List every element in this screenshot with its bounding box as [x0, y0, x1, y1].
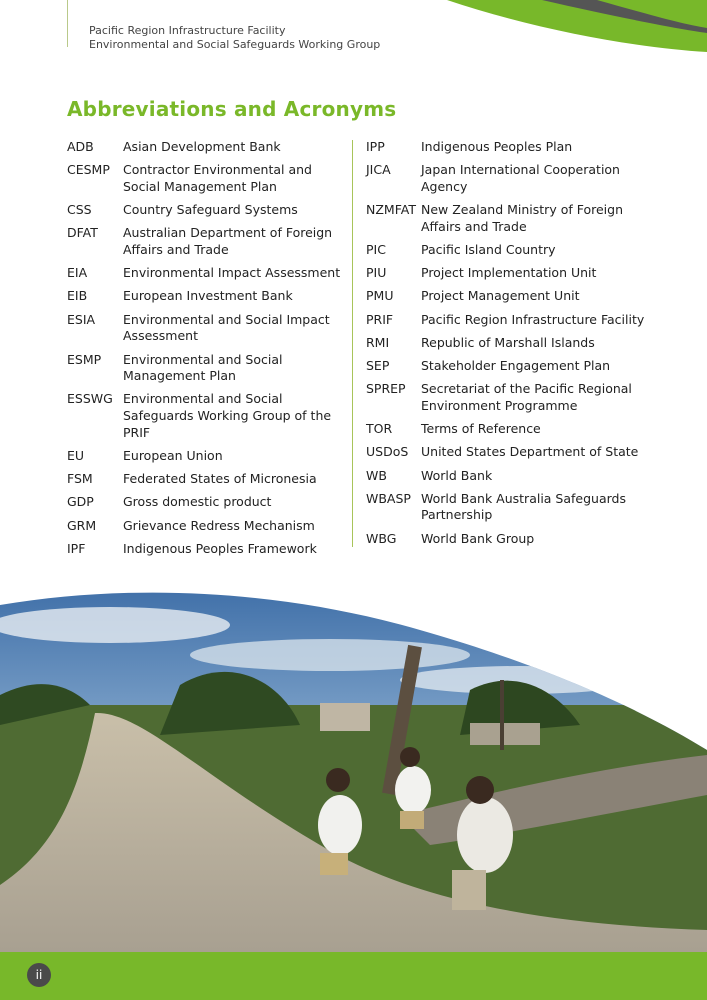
acronym-term: SEP: [366, 358, 390, 374]
acronym-term: EIA: [67, 265, 88, 281]
acronym-definition: Japan International Cooperation Agency: [421, 162, 620, 194]
acronym-term: PIU: [366, 265, 387, 281]
header-line-2: Environmental and Social Safeguards Working Group: [89, 38, 381, 51]
acronym-definition: New Zealand Ministry of Foreign Affairs and Trade: [421, 202, 623, 234]
acronym-row: [67, 139, 352, 156]
acronym-row: [67, 162, 352, 195]
acronym-term: GRM: [67, 517, 97, 533]
acronym-row: [67, 518, 352, 535]
acronym-row: [67, 448, 352, 465]
acronym-term: DFAT: [67, 225, 98, 241]
acronym-definition: World Bank Australia Safeguards Partnership: [421, 490, 626, 523]
acronym-definition: Project Implementation Unit: [421, 265, 597, 281]
acronym-definition: European Union: [123, 448, 223, 464]
acronym-row: [67, 225, 352, 258]
acronym-row: [366, 265, 666, 282]
acronym-row: [366, 381, 666, 414]
acronym-definition: Contractor Environmental and Social Management Plan: [123, 162, 312, 194]
acronym-term: GDP: [67, 494, 94, 510]
acronym-row: [366, 358, 666, 375]
acronym-term: WBASP: [366, 490, 411, 506]
acronym-term: WB: [366, 467, 387, 483]
acronym-definition: Asian Development Bank: [123, 139, 281, 154]
acronym-term: PMU: [366, 288, 394, 304]
page-number-badge: ii: [27, 963, 51, 987]
header-rule: [67, 0, 68, 47]
footer-bar: [0, 952, 707, 1000]
acronym-row: [366, 421, 666, 438]
acronym-row: [67, 494, 352, 511]
acronym-definition: United States Department of State: [421, 444, 639, 460]
acronym-definition: World Bank: [421, 467, 493, 483]
acronym-term: SPREP: [366, 381, 406, 397]
acronym-term: WBG: [366, 530, 397, 546]
acronym-term: EIB: [67, 288, 88, 304]
acronym-term: ADB: [67, 139, 94, 154]
acronym-definition: Indigenous Peoples Framework: [123, 540, 317, 556]
header-swoosh-graphic: [447, 0, 707, 60]
acronym-term: IPP: [366, 139, 385, 154]
acronym-row: [67, 352, 352, 385]
acronym-definition: Grievance Redress Mechanism: [123, 517, 315, 533]
acronym-definition: Indigenous Peoples Plan: [421, 139, 573, 154]
acronym-term: EU: [67, 448, 85, 464]
acronym-definition: Federated States of Micronesia: [123, 471, 317, 487]
acronym-definition: Environmental and Social Management Plan: [123, 351, 283, 384]
acronym-definition: Republic of Marshall Islands: [421, 334, 595, 350]
acronym-term: ESSWG: [67, 391, 113, 407]
acronym-term: CESMP: [67, 162, 110, 178]
acronym-definition: European Investment Bank: [123, 288, 293, 304]
acronym-row: [366, 444, 666, 461]
acronym-definition: World Bank Group: [421, 530, 535, 546]
acronym-definition: Gross domestic product: [123, 494, 272, 510]
acronym-definition: Terms of Reference: [421, 421, 541, 437]
acronym-term: NZMFAT: [366, 202, 416, 218]
acronym-definition: Environmental Impact Assessment: [123, 265, 341, 281]
village-road-photo: [0, 585, 707, 960]
acronym-list-right: [366, 139, 666, 554]
acronym-term: ESMP: [67, 351, 102, 367]
header-line-1: Pacific Region Infrastructure Facility: [89, 24, 286, 37]
acronym-row: [366, 312, 666, 329]
acronym-row: [366, 468, 666, 485]
acronym-definition: Stakeholder Engagement Plan: [421, 358, 611, 374]
acronym-list-left: [67, 139, 352, 564]
acronym-definition: Australian Department of Foreign Affairs and Trade: [123, 225, 333, 258]
acronym-term: TOR: [366, 421, 393, 437]
acronym-term: FSM: [67, 471, 93, 487]
acronym-row: [366, 491, 666, 524]
acronym-term: USDoS: [366, 444, 409, 460]
acronym-term: PRIF: [366, 311, 394, 327]
acronym-row: [366, 335, 666, 352]
column-divider: [352, 140, 353, 547]
acronym-definition: Environmental and Social Safeguards Working Group of the PRIF: [123, 391, 332, 440]
acronym-term: IPF: [67, 540, 86, 556]
acronym-row: [67, 471, 352, 488]
page-title: Abbreviations and Acronyms: [67, 97, 397, 121]
acronym-row: [366, 288, 666, 305]
acronym-row: [366, 202, 666, 235]
acronym-row: [366, 531, 666, 548]
acronym-term: PIC: [366, 242, 386, 258]
acronym-definition: Pacific Region Infrastructure Facility: [421, 311, 645, 327]
acronym-row: [67, 391, 352, 441]
acronym-row: [67, 288, 352, 305]
running-header: [89, 24, 380, 52]
acronym-row: [366, 162, 666, 195]
acronym-term: RMI: [366, 334, 390, 350]
acronym-definition: Pacific Island Country: [421, 242, 556, 258]
acronym-definition: Country Safeguard Systems: [123, 202, 298, 218]
acronym-row: [67, 265, 352, 282]
acronym-term: CSS: [67, 202, 92, 218]
acronym-term: JICA: [366, 162, 391, 178]
acronym-row: [67, 202, 352, 219]
acronym-row: [366, 139, 666, 156]
acronym-term: ESIA: [67, 311, 96, 327]
acronym-definition: Environmental and Social Impact Assessment: [123, 311, 330, 344]
acronym-definition: Project Management Unit: [421, 288, 580, 304]
acronym-row: [366, 242, 666, 259]
acronym-row: [67, 541, 352, 558]
acronym-row: [67, 312, 352, 345]
acronym-definition: Secretariat of the Pacific Regional Environment Programme: [421, 381, 632, 413]
